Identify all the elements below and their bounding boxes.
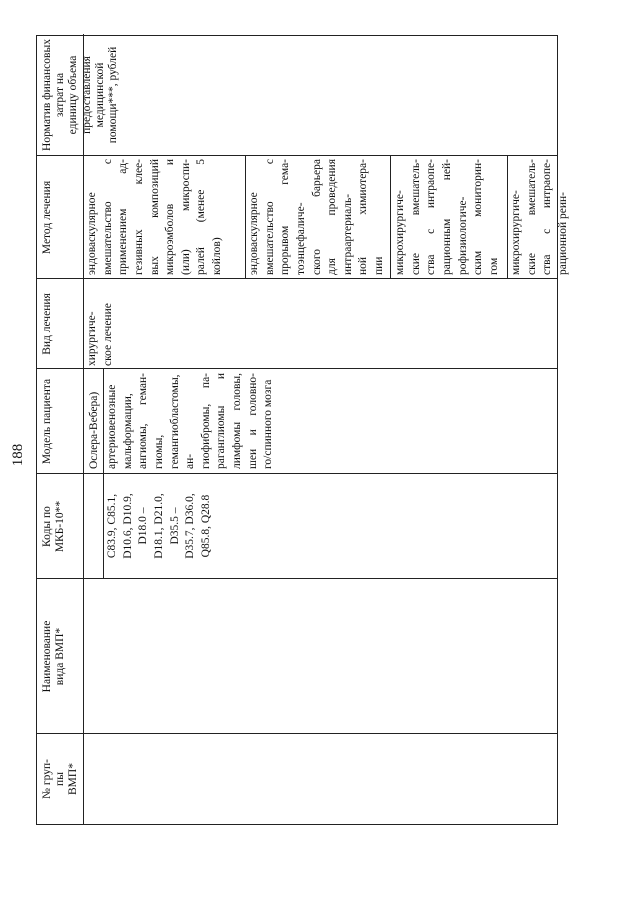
text-line: для проведения (326, 159, 339, 275)
text-line: ские вмешатель- (525, 159, 538, 275)
text-line: микрохирургиче- (394, 190, 406, 275)
text-line: гезивных клее- (132, 159, 145, 275)
col-divider (37, 578, 557, 579)
col-divider (37, 473, 557, 474)
text-line: тоэнцефаличе- (294, 202, 307, 275)
text-line: D35.7, D36.0, (184, 493, 197, 559)
header-name (41, 579, 67, 734)
text-line: шеи и головно- (246, 373, 259, 469)
text-line: Метод лечения (41, 180, 53, 255)
text-line: D10.6, D10.9, (121, 493, 134, 559)
text-line: раганглиомы и (215, 373, 228, 469)
text-line: медицинской помощи***, рублей (93, 46, 120, 144)
text-line: вмешательство с (101, 159, 114, 275)
text-line: D18.1, D21.0, (152, 493, 165, 559)
text-line: прорывом гема- (279, 159, 292, 275)
method-cell-4 (509, 159, 572, 275)
text-line: койлов) (211, 237, 223, 275)
text-line: Вид лечения (41, 293, 53, 355)
text-line: ское лечение (101, 303, 114, 366)
method-cell-2 (247, 159, 388, 275)
text-line: го/спинного мозга (262, 379, 275, 469)
text-line: гом (487, 257, 500, 275)
text-line: гиофибромы, па- (199, 373, 212, 469)
header-group (41, 734, 81, 824)
text-line: вых композиций (148, 159, 161, 275)
col-divider (37, 368, 557, 369)
text-line: мальформации, (121, 393, 134, 469)
text-line: пы (54, 772, 67, 786)
page-number: 188 (10, 443, 26, 467)
text-line: микрохирургиче- (510, 190, 522, 275)
treatment-table (36, 35, 569, 825)
text-line: артериовенозные (106, 384, 118, 469)
text-line: C83.9, C85.1, (106, 493, 118, 559)
method-divider (507, 156, 508, 279)
text-line: рационным ней- (440, 159, 453, 275)
text-line: эндоваскулярное (86, 192, 98, 275)
header-codes (41, 474, 67, 579)
text-line: Коды по (41, 506, 53, 547)
text-line: рационной реин- (556, 192, 569, 275)
header-norm (41, 34, 120, 156)
text-line: рофизиологиче- (456, 196, 469, 275)
text-line: ралей (менее 5 (195, 159, 208, 275)
text-line: хирургиче- (86, 311, 98, 366)
text-line: ангиомы, геман- (137, 373, 150, 469)
text-line: ной химиотера- (357, 159, 370, 275)
method-cell-3 (393, 159, 502, 275)
prev-model-cell: Ослера-Вебера) (88, 391, 100, 469)
text-line: гиомы, гемангиобластомы, ан- (152, 374, 197, 469)
text-line: единицу объема предоставления (67, 55, 93, 135)
text-line: Q85.8, Q28.8 (199, 494, 212, 558)
text-line: эндоваскулярное (248, 192, 260, 275)
text-line: Норматив финансовых затрат на (41, 39, 67, 151)
header-type (41, 279, 54, 369)
row-divider (103, 369, 104, 579)
text-line: ства с интраопе- (425, 159, 438, 275)
text-line: ского барьера (310, 159, 323, 275)
col-divider (37, 733, 557, 734)
text-line: D18.0 – (137, 507, 150, 545)
text-line: применением ад- (117, 159, 130, 275)
method-divider (390, 156, 391, 279)
header-model (41, 369, 54, 474)
col-divider (37, 278, 557, 279)
text-line: № груп- (41, 759, 53, 799)
method-divider (245, 156, 246, 279)
text-line: интраартериаль- (341, 193, 354, 275)
text-line: Модель пациента (41, 378, 53, 465)
type-cell (85, 282, 116, 366)
model-cell (105, 373, 277, 469)
text-line: лимфомы головы, (231, 373, 243, 469)
text-line: МКБ-10** (54, 500, 67, 553)
text-line: вмешательство с (263, 159, 276, 275)
text-line: (или) микроспи- (179, 159, 192, 275)
text-line: ским мониторин- (472, 159, 485, 275)
codes-cell (105, 476, 214, 576)
text-line: Наименование (41, 620, 53, 693)
text-line: микроэмболов и (164, 159, 177, 275)
method-cell-1 (85, 159, 226, 275)
text-line: пии (373, 256, 385, 275)
header-method (41, 156, 54, 279)
text-line: D35.5 – (168, 507, 181, 545)
text-line: ские вмешатель- (409, 159, 422, 275)
text-line: ВМП* (67, 763, 80, 795)
text-line: вида ВМП* (54, 627, 67, 686)
text-line: ства с интраопе- (541, 159, 554, 275)
